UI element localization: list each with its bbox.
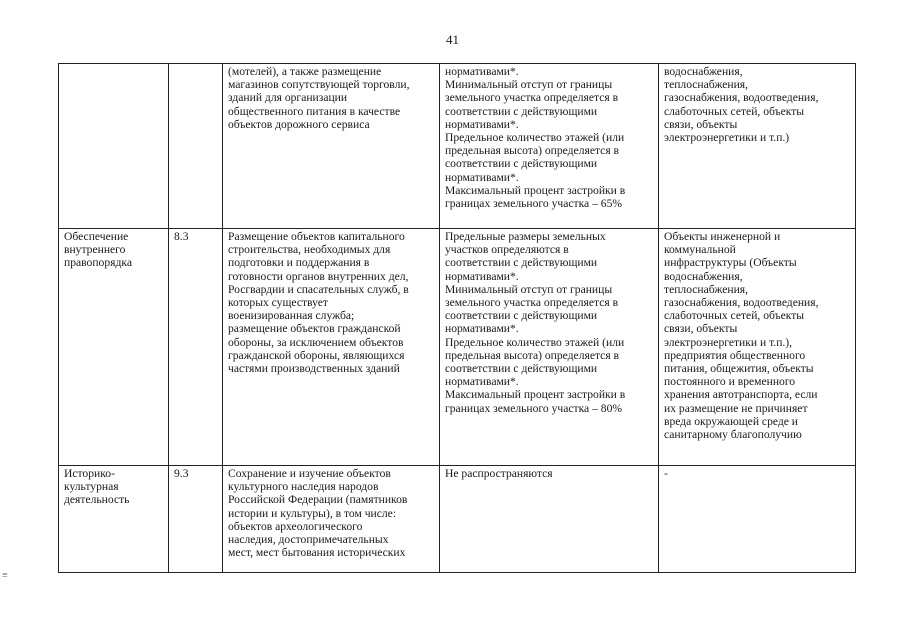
zoning-table — [58, 63, 856, 573]
objects-cell: Объекты инженерной и коммунальной инфраструктуры (Объекты водоснабжения, теплоснабжения, газоснабжения, водоотведения, слаботочных сетей, объекты связи, объекты электроэнергетики и т.п.), предприятия общественного питания, общежития, объекты постоянного и временного хранения автотранспорта, если их размещение не причиняет вреда окружающей среде и санитарному благополучию — [659, 229, 856, 466]
use-name-cell: Обеспечение внутреннего правопорядка — [59, 229, 169, 466]
parameters-cell: Не распространяются — [440, 466, 659, 573]
margin-mark: ≡ — [2, 570, 8, 581]
page-number: 41 — [446, 32, 459, 47]
use-name-cell — [59, 64, 169, 229]
use-description-cell: (мотелей), а также размещение магазинов сопутствующей торговли, зданий для организации общественного питания в качестве объектов дорожного сервиса — [223, 64, 440, 229]
use-description-cell: Сохранение и изучение объектов культурного наследия народов Российской Федерации (памятников истории и культуры), в том числе: объектов археологического наследия, достопримечательных мест, мест бытования исторических — [223, 466, 440, 573]
table-row — [59, 229, 856, 466]
objects-cell: водоснабжения, теплоснабжения, газоснабжения, водоотведения, слаботочных сетей, объекты связи, объекты электроэнергетики и т.п.) — [659, 64, 856, 229]
objects-cell: - — [659, 466, 856, 573]
table-row — [59, 64, 856, 229]
parameters-cell: нормативами*. Минимальный отступ от границы земельного участка определяется в соответствии с действующими нормативами*. Предельное количество этажей (или предельная высота) определяется в соответствии с действующими нормативами*. Максимальный процент застройки в границах земельного участка – 65% — [440, 64, 659, 229]
use-code-cell: 8.3 — [169, 229, 223, 466]
parameters-cell: Предельные размеры земельных участков определяются в соответствии с действующими нормативами*. Минимальный отступ от границы земельного участка определяется в соответствии с действующими нормативами*. Предельное количество этажей (или предельная высота) определяется в соответствии с действующими нормативами*. Максимальный процент застройки в границах земельного участка – 80% — [440, 229, 659, 466]
use-code-cell — [169, 64, 223, 229]
use-name-cell: Историко- культурная деятельность — [59, 466, 169, 573]
use-description-cell: Размещение объектов капитального строительства, необходимых для подготовки и поддержания в готовности органов внутренних дел, Росгвардии и спасательных служб, в которых существует военизированная служба; размещение объектов гражданской обороны, за исключением объектов гражданской обороны, являющихся частями производственных зданий — [223, 229, 440, 466]
use-code-cell: 9.3 — [169, 466, 223, 573]
table-row — [59, 466, 856, 573]
